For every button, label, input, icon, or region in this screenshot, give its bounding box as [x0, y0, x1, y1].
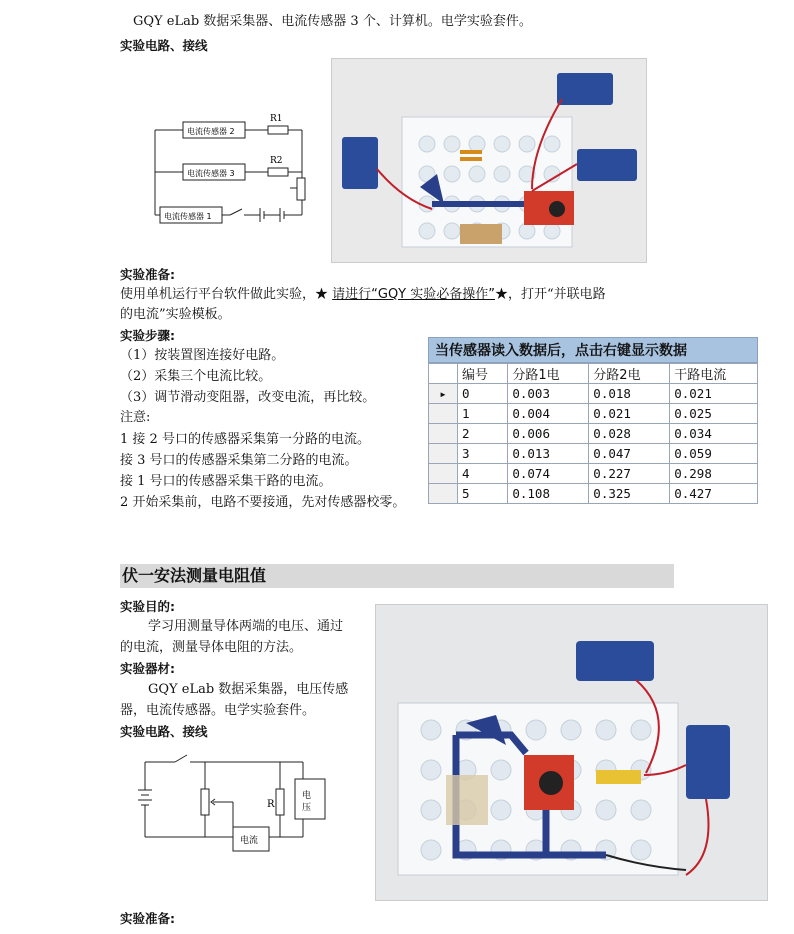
table-row[interactable] — [429, 444, 758, 464]
cell[interactable]: 0.013 — [508, 444, 589, 464]
section-title: 伏一安法测量电阻值 — [122, 566, 267, 585]
equip-heading: 实验器材: — [120, 661, 175, 676]
experiment-photo-2 — [375, 604, 768, 901]
cell[interactable]: 0 — [458, 384, 508, 404]
purpose-heading: 实验目的: — [120, 599, 175, 614]
table-row[interactable] — [429, 484, 758, 504]
cell[interactable]: 0.028 — [589, 424, 670, 444]
step-2: （2）采集三个电流比较。 — [120, 369, 272, 384]
prep-heading-2: 实验准备: — [120, 911, 175, 926]
voltage-label-2: 压 — [302, 803, 312, 813]
col-header-branch1[interactable]: 分路1电 — [508, 364, 589, 384]
data-table-panel — [428, 337, 758, 504]
sensor1-label: 电流传感器 1 — [164, 212, 212, 221]
parallel-circuit-diagram — [150, 110, 320, 230]
cell[interactable]: 0.325 — [589, 484, 670, 504]
equip-line-1: GQY eLab 数据采集器，电压传感 — [148, 682, 349, 697]
table-header-row — [429, 364, 758, 384]
row-header — [429, 444, 458, 464]
cell[interactable]: 0.108 — [508, 484, 589, 504]
note-4: 2 开始采集前，电路不要接通，先对传感器校零。 — [120, 495, 406, 510]
section-title-bar — [120, 564, 674, 588]
purpose-line-1: 学习用测量导体两端的电压、通过 — [148, 619, 344, 634]
r2-label: R2 — [270, 156, 283, 166]
current-label: 电流 — [240, 836, 259, 846]
cell[interactable]: 0.004 — [508, 404, 589, 424]
sensor2-label: 电流传感器 2 — [187, 127, 235, 136]
row-header — [429, 424, 458, 444]
cell[interactable]: 0.074 — [508, 464, 589, 484]
cell[interactable]: 0.025 — [670, 404, 758, 424]
row-header-corner — [429, 364, 458, 384]
cell[interactable]: 5 — [458, 484, 508, 504]
cell[interactable]: 0.227 — [589, 464, 670, 484]
prep-heading-1: 实验准备: — [120, 267, 175, 282]
notes-heading: 注意: — [120, 410, 151, 425]
note-2: 接 3 号口的传感器采集第二分路的电流。 — [120, 453, 358, 468]
cell[interactable]: 2 — [458, 424, 508, 444]
prep-text-1b: ★，打开“并联电路 — [495, 287, 606, 302]
table-row[interactable] — [429, 464, 758, 484]
voltammeter-circuit-diagram — [135, 752, 330, 857]
row-header — [429, 464, 458, 484]
cell[interactable]: 0.003 — [508, 384, 589, 404]
cell[interactable]: 0.021 — [670, 384, 758, 404]
sensor3-label: 电流传感器 3 — [187, 169, 235, 178]
cell[interactable]: 0.298 — [670, 464, 758, 484]
row-header — [429, 404, 458, 424]
cell[interactable]: 0.018 — [589, 384, 670, 404]
prep-line-2: 的电流”实验模板。 — [120, 307, 231, 322]
cell[interactable]: 0.006 — [508, 424, 589, 444]
row-header — [429, 484, 458, 504]
intro-line: GQY eLab 数据采集器、电流传感器 3 个、计算机。电学实验套件。 — [133, 14, 532, 29]
circuit-heading-1: 实验电路、接线 — [120, 38, 208, 53]
voltage-label: 电 — [302, 791, 312, 801]
table-row[interactable] — [429, 424, 758, 444]
purpose-line-2: 的电流，测量导体电阻的方法。 — [120, 640, 303, 655]
prep-line-1 — [120, 285, 606, 305]
cell[interactable]: 0.034 — [670, 424, 758, 444]
step-3: （3）调节滑动变阻器，改变电流，再比较。 — [120, 390, 376, 405]
note-3: 接 1 号口的传感器采集干路的电流。 — [120, 474, 332, 489]
col-header-branch2[interactable]: 分路2电 — [589, 364, 670, 384]
table-row[interactable] — [429, 384, 758, 404]
cell[interactable]: 0.021 — [589, 404, 670, 424]
cell[interactable]: 1 — [458, 404, 508, 424]
r1-label: R1 — [270, 114, 283, 124]
col-header-main[interactable]: 干路电流 — [670, 364, 758, 384]
step-1: （1）按装置图连接好电路。 — [120, 348, 285, 363]
col-header-index[interactable]: 编号 — [458, 364, 508, 384]
steps-heading: 实验步骤: — [120, 328, 175, 343]
equip-line-2: 器，电流传感器。电学实验套件。 — [120, 703, 316, 718]
cell[interactable]: 4 — [458, 464, 508, 484]
data-table — [428, 363, 758, 504]
note-1: 1 接 2 号口的传感器采集第一分路的电流。 — [120, 432, 370, 447]
cell[interactable]: 0.047 — [589, 444, 670, 464]
r-label: R — [267, 799, 275, 810]
current-row-marker-icon: ▸ — [429, 384, 458, 404]
cell[interactable]: 0.059 — [670, 444, 758, 464]
data-table-title: 当传感器读入数据后，点击右键显示数据 — [428, 337, 758, 363]
experiment-photo-1 — [331, 58, 647, 263]
circuit-heading-2: 实验电路、接线 — [120, 724, 208, 739]
prep-operation-link[interactable]: 请进行“GQY 实验必备操作” — [332, 287, 495, 302]
cell[interactable]: 0.427 — [670, 484, 758, 504]
cell[interactable]: 3 — [458, 444, 508, 464]
prep-text-1a: 使用单机运行平台软件做此实验，★ — [120, 287, 333, 302]
table-row[interactable] — [429, 404, 758, 424]
